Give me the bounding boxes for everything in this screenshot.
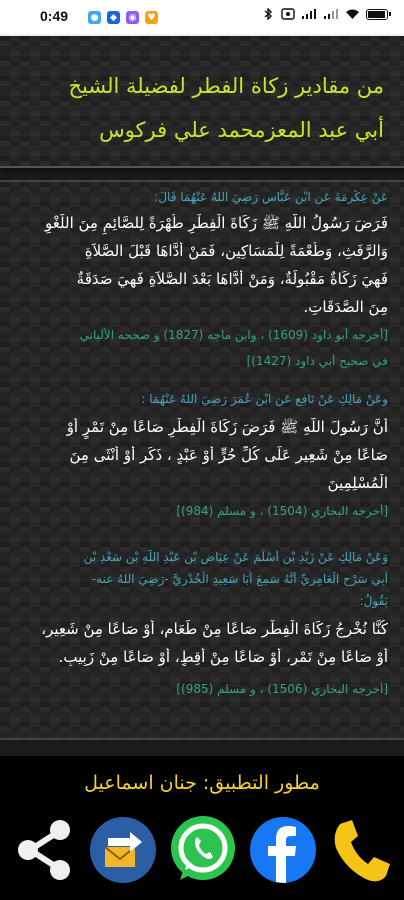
screen-record-icon [281,8,295,20]
hadith-3-intro-1: وَعَنْ مَالِكٍ عَنْ زَيْدِ بْنِ أَسْلَمَ عَنْ عِيَاضِ بْنِ عَبْدِ اللَّهِ بْنِ سَعْدِ بْنِ [83,550,388,564]
hadith-1-intro: عَنْ عِكْرِمَةَ عَنِ ابْنِ عَبَّاسٍ رَضِيَ اللهُ عَنْهُمَا قَالَ: [154,190,388,204]
hadith-3-source: [أخرجه البخاري (1506) ، و مسلم (985)] [176,682,388,696]
signal-2-icon [323,8,339,20]
battery-icon [366,9,388,20]
messenger-icon: ◆ [107,11,120,24]
store-icon: ♥ [145,11,158,24]
hadith-3-intro-2: أَبِي سَرْحٍ الْعَامِرِيِّ أَنَّهُ سَمِعَ أَبَا سَعِيدٍ الْخُدْرِيَّ -رَضِيَ اللهُ عنه- [91,572,388,586]
hadith-1-line-2: وَالرَّفَثِ، وَطُعْمَةً لِلْمَسَاكِينِ، فَمَنْ أَدَّاهَا قَبْلَ الصَّلاَةِ [84,242,388,260]
share-icon[interactable] [8,810,82,890]
hadith-1-line-4: مِنَ الصَّدَقَاتِ. [303,298,388,316]
hadith-2-line-3: الْمُسْلِمِينَ [327,474,388,492]
developer-credit: مطور التطبيق: جنان اسماعيل [84,772,320,794]
email-forward-icon[interactable] [86,810,160,890]
hadith-3-intro-3: يَقُولُ: [359,594,388,608]
hadith-2-intro: وعَنْ مَالِكٍ عَنْ نَافِعٍ عَنِ ابْنِ عُمَرَ رَضِيَ اللهُ عَنْهُمَا : [141,392,388,406]
notification-icons [88,11,158,24]
bluetooth-icon [261,8,275,20]
whatsapp-icon[interactable] [166,810,240,890]
hadith-3-line-2: أَوْ صَاعًا مِنْ تَمْرٍ، أَوْ صَاعًا مِنْ أَقِطٍ، أَوْ صَاعًا مِنْ زَبِيبٍ. [58,648,388,666]
wifi-icon [345,8,360,20]
footer-bar [0,756,404,900]
status-time: 0:49 [40,8,69,24]
page-title-line-1: من مقادير زكاة الفطر لفضيلة الشيخ [68,74,384,98]
facebook-icon[interactable] [246,810,320,890]
share-icons-row [0,810,404,896]
camera-app-icon: ◉ [126,11,139,24]
status-bar [0,0,404,36]
signal-icon [301,8,317,20]
title-header [0,36,404,168]
app-notification-icon: ● [88,11,101,24]
hadith-2-source: [أخرجه البخاري (1504) ، و مسلم (984)] [176,504,388,518]
hadith-content-panel[interactable] [0,180,404,740]
hadith-1-source-1: [أخرجه أبو داود (1609) ، وابن ماجه (1827) و صححه الألباني [79,328,388,342]
hadith-2-line-2: صَاعًا مِنْ شَعِيرٍ عَلَى كُلِّ حُرٍّ أَوْ عَبْدٍ ، ذَكَرٍ أَوْ أُنْثَى مِنَ [69,446,388,464]
system-icons [261,8,388,20]
hadith-1-line-3: فَهِيَ زَكَاةٌ مَقْبُولَةٌ، وَمَنْ أَدَّاهَا بَعْدَ الصَّلاَةِ فَهِيَ صَدَقَةٌ [76,270,388,288]
hadith-1-source-2: في صحيح أبي داود (1427)] [246,354,388,368]
page-title-line-2: أبي عبد المعزمحمد علي فركوس [99,118,384,142]
hadith-3-line-1: كُنَّا نُخْرِجُ زَكَاةَ الْفِطْرِ صَاعًا مِنْ طَعَامٍ، أَوْ صَاعًا مِنْ شَعِيرٍ، [41,620,388,638]
phone-icon[interactable] [324,810,398,890]
hadith-1-line-1: فَرَضَ رَسُولُ اللَّهِ ﷺ زَكَاةَ الْفِطْرِ طُهْرَةً لِلصَّائِمِ مِنَ اللَّغْوِ [45,214,388,232]
hadith-2-line-1: أَنَّ رَسُولَ اللَّهِ ﷺ فَرَضَ زَكَاةَ الْفِطْرِ صَاعًا مِنْ تَمْرٍ أَوْ [66,418,388,436]
